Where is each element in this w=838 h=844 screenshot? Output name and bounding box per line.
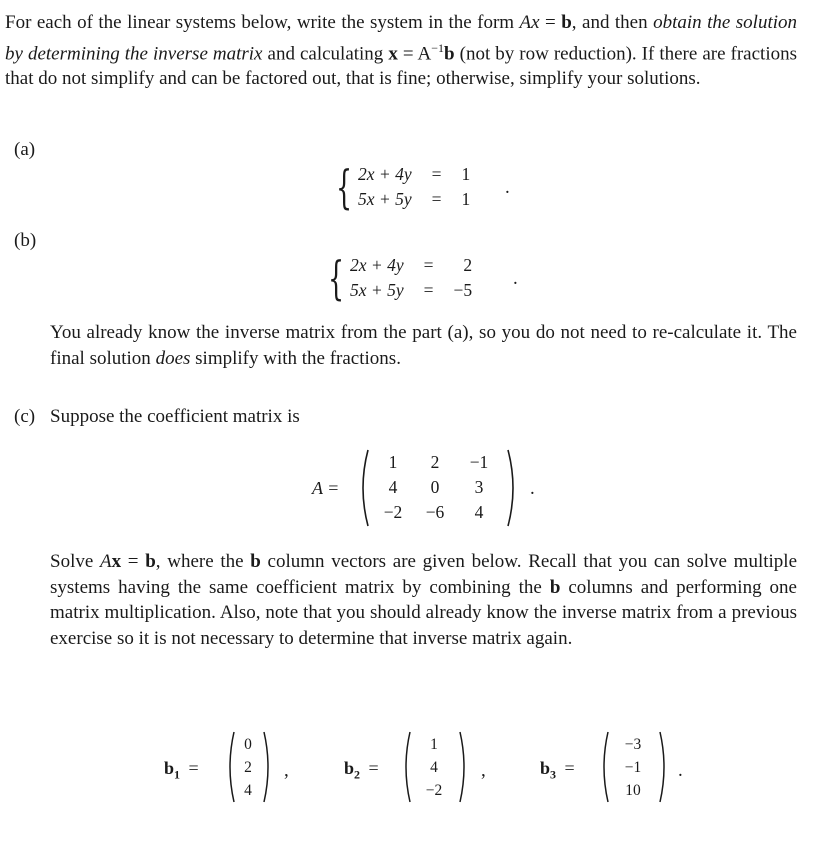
part-b-note-1: You already know the inverse matrix from the part (a), so you do not need to re-calculate it. The final solution xyxy=(50,322,797,369)
vector-b3-value-1: −3 xyxy=(624,736,642,753)
part-c-text-b2: b xyxy=(250,551,261,572)
part-b-row-1-eq: = xyxy=(423,255,434,275)
part-b-row-2-lhs: 5x + 5y xyxy=(350,280,404,300)
vector-b1-eq: = xyxy=(188,758,199,778)
matrix-a-cell-3-2: −6 xyxy=(425,502,445,522)
part-a-row-2-lhs: 5x + 5y xyxy=(358,189,412,209)
part-b-row-2-eq: = xyxy=(423,280,434,300)
part-c-intro: Suppose the coefficient matrix is xyxy=(50,406,300,427)
vector-b3-sub: 3 xyxy=(550,767,557,782)
part-c-text-2: , where the xyxy=(155,551,251,572)
part-b-row-2 xyxy=(344,278,478,303)
part-c-text-a: A xyxy=(99,551,112,572)
intro-b2: b xyxy=(444,42,455,64)
vector-b3-value-3: 10 xyxy=(625,782,641,799)
part-a-period: . xyxy=(505,177,510,198)
matrix-a-row-3 xyxy=(372,500,502,525)
part-b-system xyxy=(344,253,478,303)
intro-x: x xyxy=(388,42,398,64)
matrix-a-cell-3-1: −2 xyxy=(383,502,403,522)
vector-b3-label xyxy=(540,758,575,783)
vector-b3-value-2: −1 xyxy=(624,759,642,776)
vector-b2-right-paren xyxy=(458,730,470,804)
part-a-row-2-eq: = xyxy=(431,189,442,209)
intro-ax: Ax xyxy=(519,12,540,33)
part-c-label: (c) xyxy=(14,406,36,427)
matrix-a xyxy=(372,450,502,525)
vector-b3-values xyxy=(610,733,656,802)
part-c-text-b: b xyxy=(145,551,156,572)
intro-sup: −1 xyxy=(431,40,445,55)
part-b-note xyxy=(50,320,797,371)
matrix-a-row-2 xyxy=(372,475,502,500)
part-c-text-x: x xyxy=(111,551,122,572)
vector-b2-eq: = xyxy=(368,758,379,778)
vector-b3-right-paren xyxy=(658,730,670,804)
matrix-a-cell-1-3: −1 xyxy=(469,452,489,472)
vector-b1-comma: , xyxy=(284,760,289,781)
vector-b1-name: b xyxy=(164,758,175,778)
vector-b1-left-paren xyxy=(224,730,236,804)
part-a-brace: { xyxy=(336,160,353,214)
vector-b2-value-3: −2 xyxy=(425,782,443,799)
part-c-text-1: Solve xyxy=(50,551,100,572)
matrix-a-cell-2-2: 0 xyxy=(430,477,440,497)
intro-text-2: , and then xyxy=(571,12,654,33)
part-b-row-1-lhs: 2x + 4y xyxy=(350,255,404,275)
part-b-note-2: simplify with the fractions. xyxy=(190,347,401,369)
vector-b2-values xyxy=(412,733,456,802)
matrix-a-right-paren xyxy=(506,448,520,528)
matrix-a-cell-2-3: 3 xyxy=(474,477,484,497)
part-b-note-italic: does xyxy=(155,347,191,369)
vector-b2-label xyxy=(344,758,379,783)
part-a-system xyxy=(352,162,476,212)
vector-b3-name: b xyxy=(540,758,551,778)
intro-italic: obtain the solution by determining the inverse matrix xyxy=(5,12,797,64)
part-a-row-2-rhs: 1 xyxy=(461,189,471,209)
vector-b3-period: . xyxy=(678,760,683,781)
vector-b2-value-2: 4 xyxy=(430,759,438,776)
vector-b2-left-paren xyxy=(400,730,412,804)
intro-b: b xyxy=(561,12,572,33)
part-c-text-3: column vectors are given below. Recall that you can solve multiple systems having the same coefficient matrix by combining the xyxy=(50,551,798,598)
matrix-a-row-1 xyxy=(372,450,502,475)
vector-b1-value-1: 0 xyxy=(244,736,252,753)
part-b-row-2-rhs: −5 xyxy=(453,280,473,300)
part-c-text-b3: b xyxy=(549,576,561,598)
part-c-text-4: columns and performing one matrix multiplication. Also, note that you should already know the inverse matrix from a previous exercise so it is not necessary to determine that inverse matrix again. xyxy=(50,576,797,649)
vector-b1-label xyxy=(164,758,199,783)
matrix-a-cell-1-2: 2 xyxy=(430,452,440,472)
matrix-a-cell-2-1: 4 xyxy=(388,477,398,497)
vector-b1-right-paren xyxy=(262,730,274,804)
vector-b2-comma: , xyxy=(481,760,486,781)
part-b-row-1-rhs: 2 xyxy=(463,255,473,275)
vector-b2-value-1: 1 xyxy=(430,736,438,753)
part-a-row-1-rhs: 1 xyxy=(461,164,471,184)
part-a-row-1-eq: = xyxy=(431,164,442,184)
intro-equals: = xyxy=(539,12,562,33)
intro-text-1: For each of the linear systems below, write the system in the form xyxy=(5,12,520,33)
part-b-row-1 xyxy=(344,253,478,278)
intro-equals-a: = A xyxy=(397,42,432,64)
part-b-brace: { xyxy=(328,251,345,305)
vector-b1-value-3: 4 xyxy=(244,782,252,799)
vector-b3-left-paren xyxy=(598,730,610,804)
vector-b2-sub: 2 xyxy=(354,767,361,782)
part-a-row-1-lhs: 2x + 4y xyxy=(358,164,412,184)
part-a-row-2 xyxy=(352,187,476,212)
matrix-a-label: A = xyxy=(312,478,340,498)
intro-paragraph xyxy=(5,10,797,92)
matrix-a-cell-1-1: 1 xyxy=(388,452,398,472)
vector-b3-eq: = xyxy=(564,758,575,778)
matrix-a-period: . xyxy=(530,478,535,499)
part-c-text xyxy=(50,549,797,651)
intro-text-3: and calculating xyxy=(262,42,389,64)
part-c-text-eq: = xyxy=(121,551,146,572)
intro-text-5: (not by row reduction). If there are fractions that do not simplify and can be factored out, that is fine; otherwise, simplify your solutions. xyxy=(5,42,798,90)
part-a-row-1 xyxy=(352,162,476,187)
matrix-a-left-paren xyxy=(356,448,370,528)
part-a-label: (a) xyxy=(14,139,36,160)
part-b-period: . xyxy=(513,268,518,289)
vector-b1-values xyxy=(236,733,260,802)
part-b-label: (b) xyxy=(14,230,37,251)
vector-b1-sub: 1 xyxy=(174,767,181,782)
matrix-a-cell-3-3: 4 xyxy=(474,502,484,522)
vector-b1-value-2: 2 xyxy=(244,759,252,776)
vector-b2-name: b xyxy=(344,758,355,778)
